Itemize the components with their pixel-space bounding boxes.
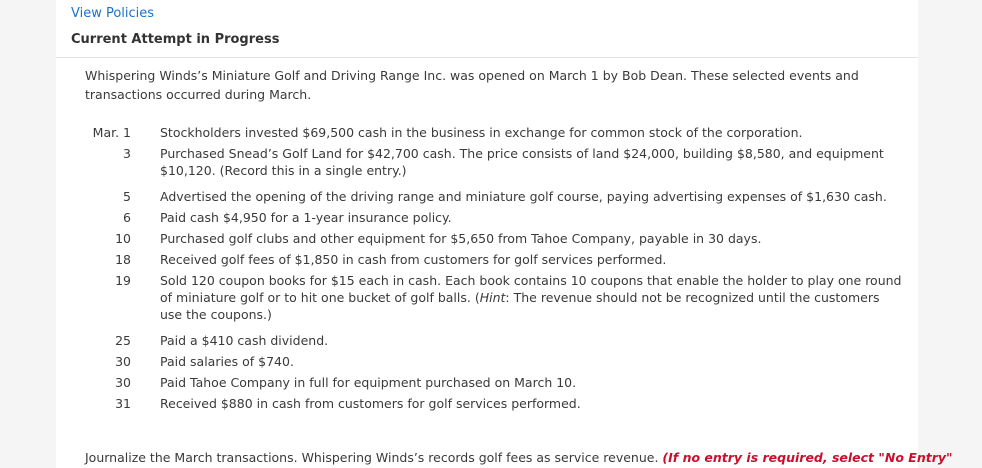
transaction-row: [82, 145, 902, 188]
transaction-text: Paid Tahoe Company in full for equipment purchased on March 10.: [160, 375, 577, 390]
transaction-date: 10: [115, 231, 131, 246]
transaction-row: [82, 251, 902, 272]
transaction-date: Mar. 1: [92, 125, 131, 140]
transaction-row: [82, 124, 902, 145]
transaction-date: 30: [115, 375, 131, 390]
transaction-date: 5: [123, 189, 131, 204]
transaction-text-part: Sold 120 coupon books for $15 each in cash. Each book contains 10 coupons that enable the holder to play one round of miniature golf or to hit one bucket of golf balls. (: [160, 273, 902, 305]
transaction-row: [82, 209, 902, 230]
problem-intro: Whispering Winds’s Miniature Golf and Driving Range Inc. was opened on March 1 by Bob Dean. These selected events and transactions occurred during March.: [85, 68, 859, 102]
transaction-row: [82, 353, 902, 374]
transaction-row: [82, 272, 902, 332]
attempt-status-label: Current Attempt in Progress: [71, 32, 280, 47]
instruction-main: Journalize the March transactions. Whispering Winds’s records golf fees as service revenue.: [85, 450, 663, 465]
transaction-text: Advertised the opening of the driving range and miniature golf course, paying advertising expenses of $1,630 cash.: [160, 189, 887, 204]
transaction-text: Stockholders invested $69,500 cash in the business in exchange for common stock of the corporation.: [160, 125, 803, 140]
transaction-date: 30: [115, 354, 131, 369]
transaction-row: [82, 395, 902, 416]
transaction-text: Purchased golf clubs and other equipment for $5,650 from Tahoe Company, payable in 30 days.: [160, 231, 762, 246]
question-panel: [56, 0, 953, 468]
transaction-text: Purchased Snead’s Golf Land for $42,700 cash. The price consists of land $24,000, building $8,580, and equipment $10,120. (Record this in a single entry.): [160, 146, 884, 178]
transaction-date: 18: [115, 252, 131, 267]
transaction-text: Paid a $410 cash dividend.: [160, 333, 329, 348]
transaction-row: [82, 374, 902, 395]
transaction-date: 3: [123, 146, 131, 161]
transaction-row: [82, 230, 902, 251]
transaction-text: [160, 272, 902, 332]
instruction-note: (If no entry is required, select "No Entry": [662, 450, 953, 465]
transaction-text: Received golf fees of $1,850 in cash from customers for golf services performed.: [160, 252, 667, 267]
transaction-text-part: : The revenue should not be recognized until the customers use the coupons.): [160, 290, 880, 322]
transaction-date: 31: [115, 396, 131, 411]
instruction-text: [85, 450, 953, 465]
transaction-text: Received $880 in cash from customers for golf services performed.: [160, 396, 581, 411]
transaction-date: 19: [115, 273, 131, 288]
transactions-table: [82, 124, 902, 416]
hint-label: Hint: [479, 290, 506, 305]
transaction-date: 6: [123, 210, 131, 225]
transaction-row: [82, 332, 902, 353]
transaction-row: [82, 188, 902, 209]
transaction-date: 25: [115, 333, 131, 348]
transaction-text: Paid cash $4,950 for a 1-year insurance policy.: [160, 210, 452, 225]
header-divider: [56, 57, 918, 58]
transaction-text: Paid salaries of $740.: [160, 354, 294, 369]
view-policies-link[interactable]: View Policies: [71, 6, 155, 21]
